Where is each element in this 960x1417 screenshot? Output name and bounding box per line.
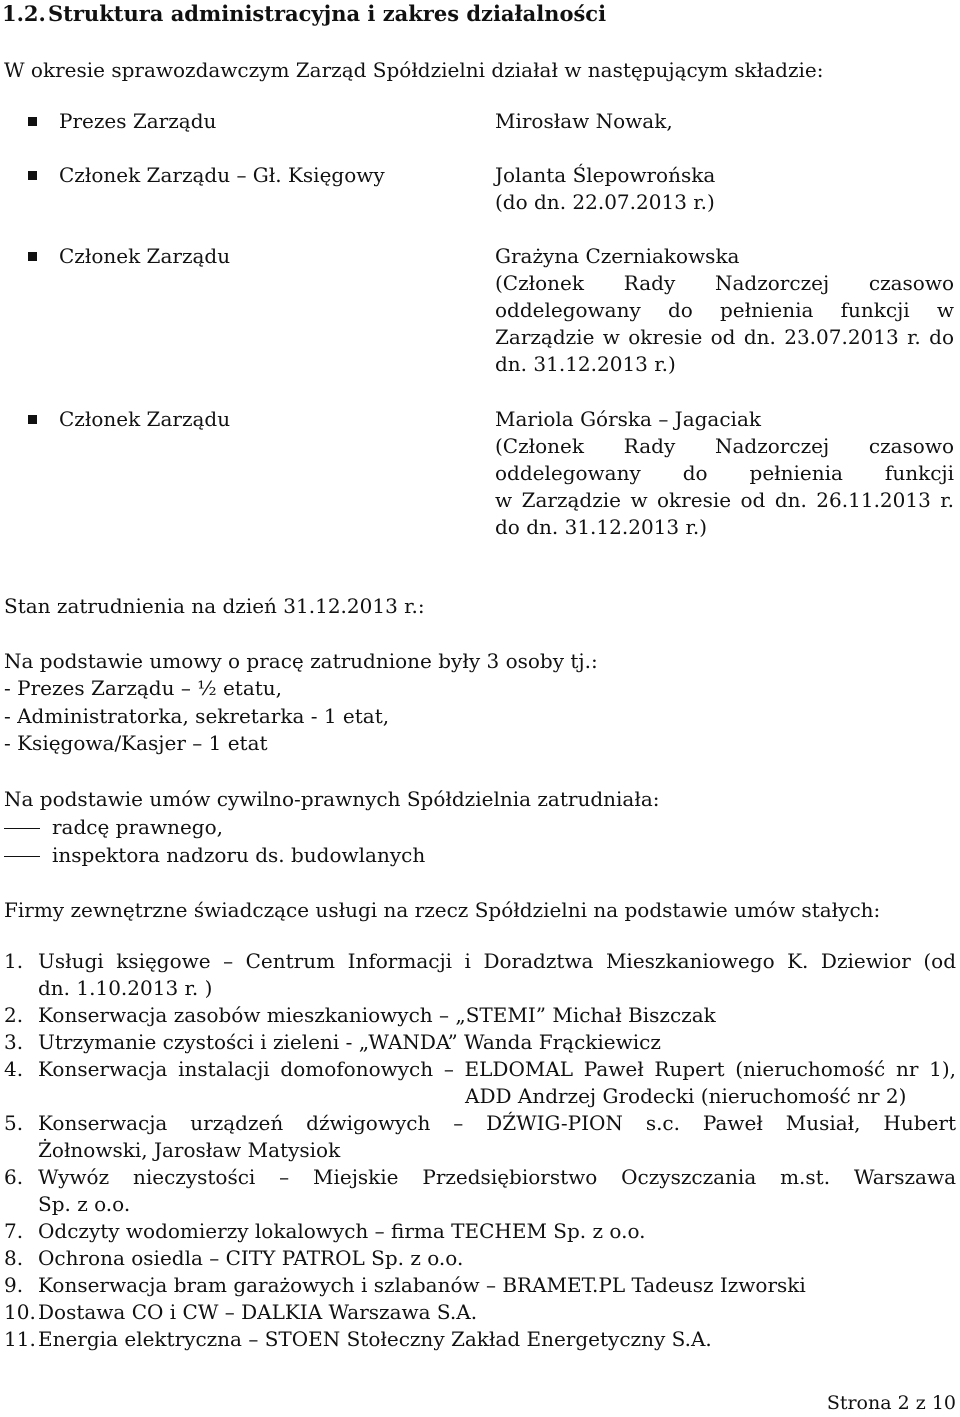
square-bullet-icon (28, 117, 37, 126)
section-heading (0, 0, 606, 27)
square-bullet-icon (28, 252, 37, 261)
firm-item (4, 1164, 956, 1218)
civil-item (4, 814, 223, 841)
firm-number: 8. (4, 1246, 24, 1270)
square-bullet-icon (28, 415, 37, 424)
board-intro: W okresie sprawozdawczym Zarząd Spółdzielni działał w następującym składzie: (4, 58, 824, 82)
employment-item: - Księgowa/Kasjer – 1 etat (4, 731, 268, 755)
board-person (495, 108, 954, 135)
firm-line: Konserwacja zasobów mieszkaniowych – „STEMI” Michał Biszczak (38, 1003, 716, 1027)
board-role: Członek Zarządu (59, 244, 231, 268)
firms-intro: Firmy zewnętrzne świadczące usługi na rzecz Spółdzielni na podstawie umów stałych: (4, 898, 881, 922)
person-note-line: (Członek Rady Nadzorczej czasowo (495, 271, 954, 295)
person-note-line: (do dn. 22.07.2013 r.) (495, 190, 715, 214)
employment-heading: Stan zatrudnienia na dzień 31.12.2013 r.: (4, 594, 425, 618)
board-person (495, 162, 954, 216)
dash-marker (4, 828, 40, 829)
firm-item (4, 1245, 956, 1272)
person-note-line: oddelegowany do pełnienia funkcji (495, 461, 954, 485)
firm-line: dn. 1.10.2013 r. ) (38, 976, 213, 1000)
employment-item: - Prezes Zarządu – ½ etatu, (4, 676, 283, 700)
footer-prefix: Strona (826, 1392, 892, 1414)
civil-item (4, 842, 425, 869)
firm-line: Żołnowski, Jarosław Matysiok (38, 1138, 341, 1162)
firm-item (4, 1029, 956, 1056)
board-role: Członek Zarządu (59, 407, 231, 431)
employment-item: - Administratorka, sekretarka - 1 etat, (4, 704, 390, 728)
firm-number: 9. (4, 1273, 24, 1297)
firm-item (4, 1299, 956, 1326)
person-name: Grażyna Czerniakowska (495, 244, 740, 268)
firm-line: ADD Andrzej Grodecki (nieruchomość nr 2) (465, 1084, 907, 1108)
person-name: Mirosław Nowak, (495, 109, 673, 133)
square-bullet-icon (28, 171, 37, 180)
firm-line: Usługi księgowe – Centrum Informacji i Doradztwa Mieszkaniowego K. Dziewior (od (38, 949, 956, 973)
footer-page-number: 2 (897, 1392, 910, 1414)
dash-marker (4, 856, 40, 857)
board-person (495, 406, 954, 541)
firm-line: Ochrona osiedla – CITY PATROL Sp. z o.o. (38, 1246, 464, 1270)
firm-item (4, 1002, 956, 1029)
firm-number: 2. (4, 1003, 24, 1027)
firm-line: Wywóz nieczystości – Miejskie Przedsiębiorstwo Oczyszczania m.st. Warszawa (38, 1165, 956, 1189)
firm-item (4, 948, 956, 1002)
firm-item (4, 1110, 956, 1164)
civil-item-text: radcę prawnego, (52, 815, 224, 839)
firm-number: 11. (4, 1327, 36, 1351)
board-person (495, 243, 954, 378)
employment-intro: Na podstawie umowy o pracę zatrudnione były 3 osoby tj.: (4, 649, 598, 673)
firm-number: 6. (4, 1165, 24, 1189)
board-role: Członek Zarządu – Gł. Księgowy (59, 163, 385, 187)
footer-page-total: 10 (931, 1392, 956, 1414)
firm-number: 4. (4, 1057, 24, 1081)
firm-line: Utrzymanie czystości i zieleni - „WANDA” Wanda Frąckiewicz (38, 1030, 661, 1054)
civil-intro: Na podstawie umów cywilno-prawnych Spółdzielnia zatrudniała: (4, 787, 660, 811)
firm-item (4, 1272, 956, 1299)
firm-line: Odczyty wodomierzy lokalowych – firma TECHEM Sp. z o.o. (38, 1219, 646, 1243)
person-note-line: Zarządzie w okresie od dn. 23.07.2013 r. do (495, 325, 954, 349)
civil-item-text: inspektora nadzoru ds. budowlanych (52, 843, 426, 867)
firm-line: Sp. z o.o. (38, 1192, 131, 1216)
firm-number: 7. (4, 1219, 24, 1243)
person-note-line: oddelegowany do pełnienia funkcji w (495, 298, 954, 322)
footer-separator: z (915, 1392, 926, 1414)
firm-item (4, 1326, 956, 1353)
firm-line: Dostawa CO i CW – DALKIA Warszawa S.A. (38, 1300, 478, 1324)
section-title: Struktura administracyjna i zakres działalności (48, 1, 607, 26)
person-note-line: dn. 31.12.2013 r.) (495, 352, 676, 376)
firm-number: 3. (4, 1030, 24, 1054)
firm-line: Energia elektryczna – STOEN Stołeczny Zakład Energetyczny S.A. (38, 1327, 712, 1351)
person-name: Jolanta Ślepowrońska (495, 163, 716, 187)
section-number: 1.2. (2, 1, 46, 26)
board-role: Prezes Zarządu (59, 109, 217, 133)
person-note-line: do dn. 31.12.2013 r.) (495, 515, 707, 539)
firm-line: Konserwacja bram garażowych i szlabanów – BRAMET.PL Tadeusz Izworski (38, 1273, 806, 1297)
firm-item (4, 1056, 956, 1110)
firm-number: 1. (4, 949, 24, 973)
person-name: Mariola Górska – Jagaciak (495, 407, 761, 431)
firm-number: 10. (4, 1300, 36, 1324)
firm-line: Konserwacja instalacji domofonowych – ELDOMAL Paweł Rupert (nieruchomość nr 1), (38, 1057, 956, 1081)
firm-item (4, 1218, 956, 1245)
person-note-line: (Członek Rady Nadzorczej czasowo (495, 434, 954, 458)
person-note-line: w Zarządzie w okresie od dn. 26.11.2013 r. (495, 488, 954, 512)
firm-number: 5. (4, 1111, 24, 1135)
firm-line: Konserwacja urządzeń dźwigowych – DŹWIG-PION s.c. Paweł Musiał, Hubert (38, 1111, 956, 1135)
firms-list (4, 948, 956, 1353)
